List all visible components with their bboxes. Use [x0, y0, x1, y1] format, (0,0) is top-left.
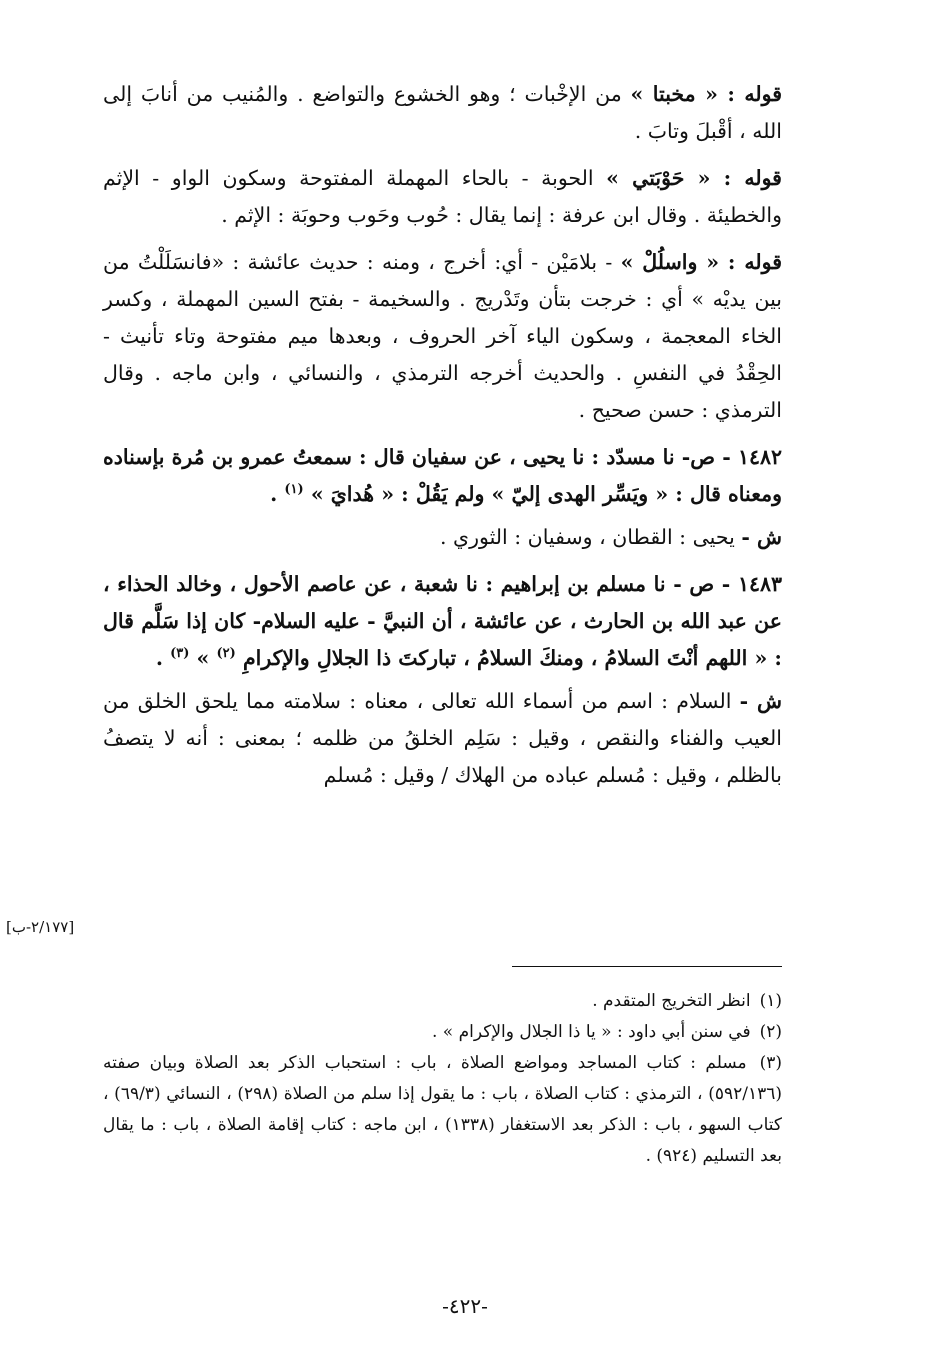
- explanation-1483: [103, 683, 782, 794]
- hadith-1482: [103, 439, 782, 513]
- hadith-text: ١٤٨٣ - ص - نا مسلم بن إبراهيم : نا شعبة ، عن عاصم الأحول ، وخالد الحذاء ، عن عبد الله بن الحارث ، عن عائشة ، أن النبيَّ - عليه السلام- كان إذا سَلَّم قال : « اللهم أنْتَ السلامُ ، ومنكَ السلامُ ، تباركتَ ذا الجلالِ والإكرامِ: [103, 572, 782, 670]
- footnote-3: [103, 1048, 782, 1172]
- footnote-text: مسلم : كتاب المساجد ومواضع الصلاة ، باب : استحباب الذكر بعد الصلاة وبيان صفته (٥٩٢/١٣٦) ، الترمذي : كتاب الصلاة ، باب : ما يقول إذا سلم من الصلاة (٢٩٨) ، النسائي (٦٩/٣) ، كتاب السهو ، باب : الذكر بعد الاستغفار (١٣٣٨) ، ابن ماجه : كتاب إقامة الصلاة ، باب : ما يقال بعد التسليم (٩٢٤) .: [103, 1053, 782, 1166]
- paragraph-lead: قوله : « واسلُلْ »: [620, 250, 782, 274]
- footnotes: [103, 986, 782, 1172]
- paragraph-text: من الإخْبات ؛ وهو الخشوع والتواضع . والمُنيب من أنابَ إلى الله ، أقْبلَ وتابَ .: [103, 82, 782, 143]
- explanation-lead: ش -: [739, 689, 782, 713]
- paragraph-text: - بلامَيْن - أي: أخرج ، ومنه : حديث عائشة : «فانسَلَلْتُ من بين يديْه » أي : خرجت بتأن وتَدْريج . والسخيمة - بفتح السين المهملة ، وكسر الخاء المعجمة ، وسكون الياء آخر الحروف ، وبعدها ميم مفتوحة وتاء تأنيث - الحِقْدُ في النفسِ . والحديث أخرجه الترمذي ، والنسائي ، وابن ماجه . وقال الترمذي : حسن صحيح .: [103, 250, 782, 422]
- explanation-text: السلام : اسم من أسماء الله تعالى ، معناه : سلامته مما يلحق الخلق من العيب والفناء والنقص ، وقيل : سَلِم الخلقُ من ظلمه ؛ بمعنى : أنه لا يتصفُ بالظلم ، وقيل : مُسلم عباده من الهلاك / وقيل : مُسلم: [103, 689, 782, 787]
- footnote-number: (٢): [759, 1022, 782, 1042]
- paragraph-waslul: [103, 244, 782, 429]
- footnote-1: [103, 986, 782, 1017]
- manuscript-folio-note: [٢/١٧٧-ب]: [6, 918, 75, 936]
- hadith-1483: [103, 566, 782, 677]
- hadith-end: .: [270, 482, 285, 506]
- hadith-text: ١٤٨٢ - ص- نا مسدّد : نا يحيى ، عن سفيان قال : سمعتُ عمرو بن مُرة بإسناده ومعناه قال : « ويَسِّر الهدى إليّ » ولم يَقُلْ : « هُدايَ »: [103, 445, 782, 506]
- footnote-2: [103, 1017, 782, 1048]
- explanation-1482: [103, 519, 782, 556]
- paragraph-hawbati: [103, 160, 782, 234]
- paragraph-lead: قوله : « مخبتا »: [630, 82, 783, 106]
- hadith-end: .: [155, 646, 171, 670]
- footnote-ref-3[interactable]: (٣): [170, 646, 190, 662]
- footnote-ref-1[interactable]: (١): [284, 482, 304, 498]
- footnote-number: (١): [759, 991, 782, 1011]
- footnote-text: انظر التخريج المتقدم .: [592, 991, 751, 1011]
- paragraph-mukhbitan: [103, 76, 782, 150]
- explanation-lead: ش -: [741, 525, 782, 549]
- page-number: -٤٢٢-: [442, 1294, 488, 1318]
- footnote-divider: [512, 966, 782, 967]
- main-text: [103, 76, 782, 804]
- paragraph-lead: قوله : « حَوْبَتي »: [606, 166, 782, 190]
- footnote-number: (٣): [759, 1053, 782, 1073]
- footnote-ref-2[interactable]: (٢): [216, 646, 236, 662]
- explanation-text: يحيى : القطان ، وسفيان : الثوري .: [440, 525, 742, 549]
- footnote-text: في سنن أبي داود : « يا ذا الجلال والإكرام » .: [431, 1022, 751, 1042]
- paragraph-text: الحوبة - بالحاء المهملة المفتوحة وسكون الواو - الإثم والخطيئة . وقال ابن عرفة : إنما يقال : حُوب وحَوب وحوبَة : الإثم .: [103, 166, 782, 227]
- quote-close: »: [189, 646, 217, 670]
